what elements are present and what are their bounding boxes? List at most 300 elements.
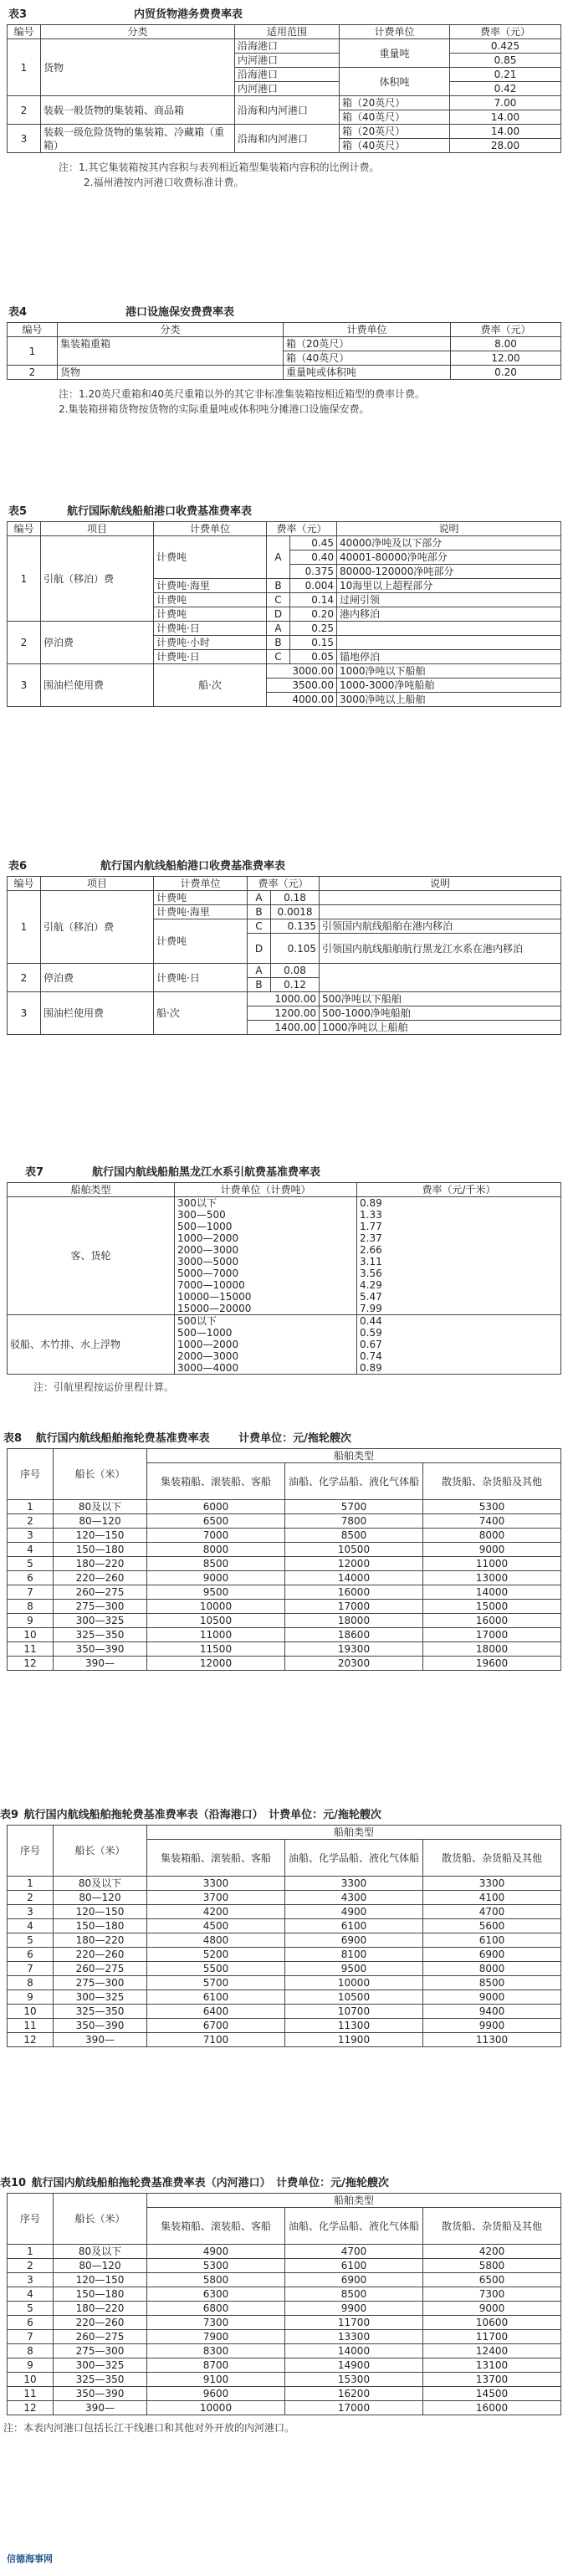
cell: 8500 xyxy=(285,1529,423,1543)
cell: 船·次 xyxy=(154,992,248,1035)
table-row xyxy=(8,1962,561,1976)
cell: 80—120 xyxy=(54,1891,147,1905)
cell: 2 xyxy=(8,964,41,992)
table10-note: 注：本表内河港口包括长江干线港口和其他对外开放的内河港口。 xyxy=(3,2422,295,2434)
cell: 14.00 xyxy=(450,125,561,139)
cell: A xyxy=(267,536,290,579)
unit-line: 2000—3000 xyxy=(177,1350,239,1362)
cell: 40001-80000净吨部分 xyxy=(337,551,561,565)
cell: 11000 xyxy=(423,1557,561,1571)
cell: 计费吨 xyxy=(154,919,248,964)
cell: 沿海和内河港口 xyxy=(235,96,340,125)
cell: 7800 xyxy=(285,1514,423,1529)
cell: 计费吨 xyxy=(154,607,267,622)
cell: 7100 xyxy=(147,2033,285,2047)
cell: B xyxy=(248,978,271,992)
rate-line: 0.89 xyxy=(360,1197,382,1209)
unit-line: 500以下 xyxy=(177,1315,217,1327)
cell: 11 xyxy=(8,2387,54,2401)
cell: 沿海港口 xyxy=(235,68,340,82)
cell: 80及以下 xyxy=(54,1877,147,1891)
cell: 6 xyxy=(8,1948,54,1962)
cell: 1 xyxy=(8,337,58,366)
unit-line: 2000—3000 xyxy=(177,1244,239,1256)
cell: 390— xyxy=(54,2401,147,2415)
table6 xyxy=(7,876,561,1035)
cell: 6 xyxy=(8,2316,54,2330)
cell: 重量吨或体积吨 xyxy=(284,366,451,380)
table-unit: 计费单位：元/拖轮艘次 xyxy=(238,1432,351,1445)
cell: 13100 xyxy=(423,2358,561,2373)
unit-line: 300—500 xyxy=(177,1209,226,1221)
header-cell: 序号 xyxy=(8,1826,54,1877)
cell: 2 xyxy=(8,2259,54,2273)
cell: 6700 xyxy=(147,2019,285,2033)
table-row xyxy=(8,2316,561,2330)
cell: 9 xyxy=(8,2358,54,2373)
cell: 8000 xyxy=(423,1962,561,1976)
cell xyxy=(337,622,561,636)
cell: 体积吨 xyxy=(340,68,450,96)
cell xyxy=(175,1315,357,1375)
cell: 12 xyxy=(8,1657,54,1671)
cell: 沿海港口 xyxy=(235,39,340,54)
table-row xyxy=(8,2005,561,2019)
header-cell: 费率（元） xyxy=(248,877,320,891)
header-cell: 散货船、杂货船及其他 xyxy=(423,1463,561,1500)
cell: 11 xyxy=(8,1642,54,1657)
cell: C xyxy=(248,919,271,934)
cell: 1 xyxy=(8,1877,54,1891)
cell: 8 xyxy=(8,1976,54,1990)
table-header-row xyxy=(8,1183,561,1197)
table-header-row xyxy=(8,2194,561,2208)
table-row xyxy=(8,622,561,636)
cell: 7.00 xyxy=(450,96,561,110)
cell: 1 xyxy=(8,39,41,96)
cell: 3 xyxy=(8,125,41,153)
table6-section xyxy=(0,857,568,1035)
cell: 350—390 xyxy=(54,1642,147,1657)
cell: 锚地停泊 xyxy=(337,650,561,664)
rate-line: 1.33 xyxy=(360,1209,382,1221)
cell: 0.45 xyxy=(290,536,337,551)
cell: 9000 xyxy=(423,1543,561,1557)
table10-title xyxy=(0,2174,568,2189)
cell: 10600 xyxy=(423,2316,561,2330)
header-cell: 计费单位 xyxy=(154,877,248,891)
table-row xyxy=(8,1877,561,1891)
cell: 11300 xyxy=(423,2033,561,2047)
cell: 箱（40英尺） xyxy=(340,139,450,153)
cell: B xyxy=(267,579,290,593)
table-row xyxy=(8,1614,561,1628)
cell: 沿海和内河港口 xyxy=(235,125,340,153)
cell: 围油栏使用费 xyxy=(41,992,154,1035)
header-cell: 说明 xyxy=(337,522,561,536)
cell: D xyxy=(267,607,290,622)
cell: 港内移泊 xyxy=(337,607,561,622)
cell: 4700 xyxy=(423,1905,561,1919)
cell: 40000净吨及以下部分 xyxy=(337,536,561,551)
cell: 10500 xyxy=(147,1614,285,1628)
cell: 计费吨 xyxy=(154,891,248,905)
table-unit: 计费单位：元/拖轮艘次 xyxy=(276,2177,389,2189)
cell: 4800 xyxy=(147,1933,285,1948)
rate-line: 0.89 xyxy=(360,1362,382,1374)
cell: 货物 xyxy=(41,39,235,96)
cell: 0.08 xyxy=(271,964,320,978)
cell: 6100 xyxy=(285,2259,423,2273)
cell: 9500 xyxy=(285,1962,423,1976)
cell: 引领国内航线船舶航行黑龙江水系在港内移泊 xyxy=(320,934,561,964)
table4-note-2: 2.集装箱拼箱货物按货物的实际重量吨或体积吨分摊港口设施保安费。 xyxy=(59,403,370,415)
cell: 7300 xyxy=(147,2316,285,2330)
table-row xyxy=(8,1543,561,1557)
cell: 325—350 xyxy=(54,2373,147,2387)
cell: 300—325 xyxy=(54,2358,147,2373)
unit-line: 15000—20000 xyxy=(177,1303,252,1314)
cell: 220—260 xyxy=(54,2316,147,2330)
cell: 6 xyxy=(8,1571,54,1585)
table-row xyxy=(8,1628,561,1642)
cell: 12400 xyxy=(423,2344,561,2358)
header-cell: 计费单位 xyxy=(340,25,450,39)
unit-line: 500—1000 xyxy=(177,1221,233,1232)
table-header-row xyxy=(8,25,561,39)
cell: 0.40 xyxy=(290,551,337,565)
cell: 3300 xyxy=(423,1877,561,1891)
table-row xyxy=(8,1557,561,1571)
header-cell: 费率（元） xyxy=(450,25,561,39)
cell xyxy=(337,636,561,650)
cell: 7 xyxy=(8,2330,54,2344)
cell: 箱（40英尺） xyxy=(284,351,451,366)
table-title: 航行国内航线船舶港口收费基准费率表 xyxy=(100,860,286,873)
cell: 3 xyxy=(8,992,41,1035)
header-cell: 船舶类型 xyxy=(8,1183,175,1197)
table9-title xyxy=(0,1805,568,1821)
header-cell: 集装箱船、滚装船、客船 xyxy=(147,1463,285,1500)
cell: 275—300 xyxy=(54,2344,147,2358)
cell: 5300 xyxy=(423,1500,561,1514)
rate-line: 2.37 xyxy=(360,1232,382,1244)
table-row xyxy=(8,96,561,110)
cell: 9900 xyxy=(423,2019,561,2033)
cell: 1 xyxy=(8,891,41,964)
cell: 6900 xyxy=(285,2273,423,2287)
table4-title xyxy=(0,303,568,319)
cell: 3300 xyxy=(147,1877,285,1891)
table-row xyxy=(8,1933,561,1948)
cell: 13000 xyxy=(423,1571,561,1585)
cell: 11500 xyxy=(147,1642,285,1657)
table-title: 航行国内航线船舶拖轮费基准费率表 xyxy=(35,1432,210,1445)
cell: 9000 xyxy=(423,2302,561,2316)
cell: 6500 xyxy=(147,1514,285,1529)
cell: 13700 xyxy=(423,2373,561,2387)
cell: 0.05 xyxy=(290,650,337,664)
cell: 9400 xyxy=(423,2005,561,2019)
cell: 14000 xyxy=(423,1585,561,1600)
cell: 0.004 xyxy=(290,579,337,593)
cell: 5300 xyxy=(147,2259,285,2273)
cell: 9 xyxy=(8,1990,54,2005)
cell: 4900 xyxy=(147,2245,285,2259)
cell: 4 xyxy=(8,1919,54,1933)
cell: 2 xyxy=(8,1514,54,1529)
cell: A xyxy=(267,622,290,636)
header-cell: 编号 xyxy=(8,323,58,337)
cell: 5600 xyxy=(423,1919,561,1933)
cell: 8000 xyxy=(423,1529,561,1543)
cell: 12.00 xyxy=(451,351,561,366)
cell: 客、货轮 xyxy=(8,1197,175,1315)
cell: 6100 xyxy=(285,1919,423,1933)
cell: 1 xyxy=(8,536,41,622)
table-number: 表3 xyxy=(8,8,28,21)
cell: 18600 xyxy=(285,1628,423,1642)
header-cell: 油船、化学品船、液化气体船 xyxy=(285,1840,423,1877)
cell: 5800 xyxy=(147,2273,285,2287)
cell: 275—300 xyxy=(54,1600,147,1614)
cell: 8500 xyxy=(423,1976,561,1990)
table9-body xyxy=(8,1877,561,2047)
cell: 17000 xyxy=(285,2401,423,2415)
table-title: 内贸货物港务费费率表 xyxy=(134,8,243,21)
cell: 7300 xyxy=(423,2287,561,2302)
table-row xyxy=(8,964,561,978)
cell: 11700 xyxy=(285,2316,423,2330)
cell: 120—150 xyxy=(54,1529,147,1543)
cell: 9600 xyxy=(147,2387,285,2401)
table5-section xyxy=(0,502,568,707)
cell: 3000.00 xyxy=(267,664,337,679)
cell: 500-1000净吨船舶 xyxy=(320,1006,561,1021)
header-cell: 说明 xyxy=(320,877,561,891)
cell: 260—275 xyxy=(54,1585,147,1600)
unit-line: 3000—5000 xyxy=(177,1256,239,1268)
table7-title xyxy=(0,1163,568,1179)
cell: 0.42 xyxy=(450,82,561,96)
cell: 80—120 xyxy=(54,2259,147,2273)
cell: 14.00 xyxy=(450,110,561,125)
cell: 11000 xyxy=(147,1628,285,1642)
cell: 7 xyxy=(8,1962,54,1976)
table-row xyxy=(8,1315,561,1375)
cell: 14000 xyxy=(285,1571,423,1585)
cell: 计费吨·海里 xyxy=(154,905,248,919)
table-row xyxy=(8,2344,561,2358)
cell: 内河港口 xyxy=(235,82,340,96)
header-cell: 船舶类型 xyxy=(147,1826,561,1840)
cell: 3300 xyxy=(285,1877,423,1891)
table10 xyxy=(7,2193,561,2415)
cell: 5 xyxy=(8,1933,54,1948)
cell: 围油栏使用费 xyxy=(41,664,154,707)
cell: D xyxy=(248,934,271,964)
cell: 9900 xyxy=(285,2302,423,2316)
cell: 12 xyxy=(8,2033,54,2047)
header-cell: 计费单位 xyxy=(284,323,451,337)
table-row xyxy=(8,2259,561,2273)
table-row xyxy=(8,1571,561,1585)
cell: 1 xyxy=(8,1500,54,1514)
table-number: 表5 xyxy=(8,505,28,518)
site-watermark: 信德海事网 xyxy=(7,2553,53,2564)
cell: 1000净吨以下船舶 xyxy=(337,664,561,679)
table-number: 表8 xyxy=(3,1432,23,1445)
cell: 7 xyxy=(8,1585,54,1600)
cell xyxy=(357,1315,561,1375)
table10-body xyxy=(8,2245,561,2415)
cell: 4200 xyxy=(147,1905,285,1919)
cell: 19600 xyxy=(423,1657,561,1671)
header-cell: 项目 xyxy=(41,522,154,536)
cell: 275—300 xyxy=(54,1976,147,1990)
table-row xyxy=(8,2358,561,2373)
cell: 120—150 xyxy=(54,2273,147,2287)
cell: 5800 xyxy=(423,2259,561,2273)
cell: 引领国内航线船舶在港内移泊 xyxy=(320,919,561,934)
rate-line: 3.56 xyxy=(360,1268,382,1279)
cell xyxy=(320,891,561,905)
table-row xyxy=(8,1990,561,2005)
cell: 箱（20英尺） xyxy=(284,337,451,351)
cell: 16000 xyxy=(423,2401,561,2415)
cell: 0.12 xyxy=(271,978,320,992)
cell: 220—260 xyxy=(54,1571,147,1585)
table-row xyxy=(8,1529,561,1543)
cell xyxy=(175,1197,357,1315)
cell: 2 xyxy=(8,622,41,664)
table4-note-1: 注：1.20英尺重箱和40英尺重箱以外的其它非标准集装箱按相近箱型的费率计费。 xyxy=(59,388,425,400)
table-header-row xyxy=(8,877,561,891)
cell: 4500 xyxy=(147,1919,285,1933)
cell: 0.20 xyxy=(451,366,561,380)
cell: 9000 xyxy=(147,1571,285,1585)
rate-line: 7.99 xyxy=(360,1303,382,1314)
table5-title xyxy=(0,502,568,518)
table-row xyxy=(8,2245,561,2259)
cell: 船·次 xyxy=(154,664,267,707)
table-row xyxy=(8,1514,561,1529)
cell: 300—325 xyxy=(54,1990,147,2005)
table-row xyxy=(8,992,561,1006)
header-cell: 费率（元/千米） xyxy=(357,1183,561,1197)
cell: 7000 xyxy=(147,1529,285,1543)
cell: 17000 xyxy=(423,1628,561,1642)
cell: 5 xyxy=(8,1557,54,1571)
cell: 1000-3000净吨船舶 xyxy=(337,679,561,693)
cell: 220—260 xyxy=(54,1948,147,1962)
cell: 28.00 xyxy=(450,139,561,153)
cell: 120—150 xyxy=(54,1905,147,1919)
cell: 计费吨·小时 xyxy=(154,636,267,650)
header-cell: 散货船、杂货船及其他 xyxy=(423,2208,561,2245)
header-cell: 费率（元） xyxy=(267,522,337,536)
cell: 4100 xyxy=(423,1891,561,1905)
cell: 18000 xyxy=(423,1642,561,1657)
cell: C xyxy=(267,593,290,607)
cell: 3000净吨以上船舶 xyxy=(337,693,561,707)
cell: 5 xyxy=(8,2302,54,2316)
table-row xyxy=(8,2373,561,2387)
cell: 0.20 xyxy=(290,607,337,622)
cell: 5200 xyxy=(147,1948,285,1962)
unit-line: 1000—2000 xyxy=(177,1339,239,1350)
cell: 货物 xyxy=(58,366,284,380)
cell: 7400 xyxy=(423,1514,561,1529)
cell: 18000 xyxy=(285,1614,423,1628)
header-cell: 编号 xyxy=(8,522,41,536)
cell: 260—275 xyxy=(54,1962,147,1976)
cell: 11 xyxy=(8,2019,54,2033)
cell: 9500 xyxy=(147,1585,285,1600)
cell: 10000 xyxy=(285,1976,423,1990)
cell: 9 xyxy=(8,1614,54,1628)
cell: 12000 xyxy=(285,1557,423,1571)
cell: 10500 xyxy=(285,1543,423,1557)
table-row xyxy=(8,2033,561,2047)
rate-line: 2.66 xyxy=(360,1244,382,1256)
cell: 计费吨·日 xyxy=(154,964,248,992)
cell: 计费吨 xyxy=(154,536,267,579)
cell: 8700 xyxy=(147,2358,285,2373)
cell: 6100 xyxy=(147,1990,285,2005)
cell: 11300 xyxy=(285,2019,423,2033)
cell: 3 xyxy=(8,1529,54,1543)
table7 xyxy=(7,1182,561,1375)
rate-line: 0.44 xyxy=(360,1315,382,1327)
table-row xyxy=(8,125,561,139)
cell: 装载一级危险货物的集装箱、冷藏箱（重箱） xyxy=(41,125,235,153)
cell: 3 xyxy=(8,1905,54,1919)
header-cell: 序号 xyxy=(8,2194,54,2245)
cell: 0.15 xyxy=(290,636,337,650)
table8-section xyxy=(0,1429,568,1671)
cell: 3 xyxy=(8,664,41,707)
rate-line: 0.59 xyxy=(360,1327,382,1339)
cell: 8 xyxy=(8,2344,54,2358)
table3-note-2: 2.福州港按内河港口收费标准计费。 xyxy=(84,177,244,188)
cell: 16000 xyxy=(285,1585,423,1600)
cell: 0.135 xyxy=(271,919,320,934)
table8 xyxy=(7,1448,561,1671)
cell: 1000.00 xyxy=(248,992,320,1006)
table-row xyxy=(8,536,561,551)
cell: 6500 xyxy=(423,2273,561,2287)
cell: 325—350 xyxy=(54,2005,147,2019)
cell: 150—180 xyxy=(54,1919,147,1933)
table4-section xyxy=(0,303,568,417)
cell: 8 xyxy=(8,1600,54,1614)
unit-line: 7000—10000 xyxy=(177,1279,245,1291)
cell: 箱（20英尺） xyxy=(340,96,450,110)
cell: 7900 xyxy=(147,2330,285,2344)
table-header-row xyxy=(8,522,561,536)
cell: 390— xyxy=(54,1657,147,1671)
table-row xyxy=(8,1642,561,1657)
cell: 3 xyxy=(8,2273,54,2287)
table-title: 航行国内航线船舶拖轮费基准费率表（内河港口） xyxy=(31,2177,271,2189)
table-row xyxy=(8,1905,561,1919)
cell: 0.18 xyxy=(271,891,320,905)
table6-title xyxy=(0,857,568,873)
cell: 10500 xyxy=(285,1990,423,2005)
table10-section xyxy=(0,2174,568,2435)
cell: 17000 xyxy=(285,1600,423,1614)
